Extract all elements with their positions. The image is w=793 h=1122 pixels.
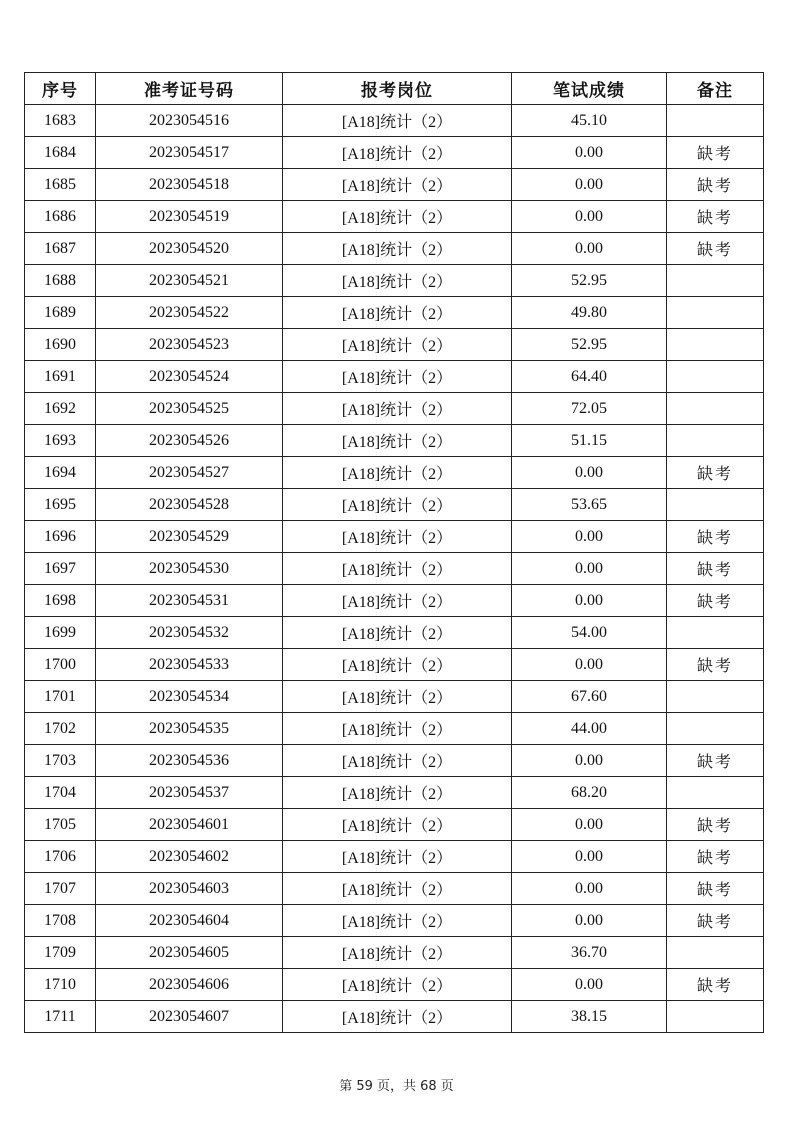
cell-position: [A18]统计（2） [283,873,512,905]
cell-exam-id: 2023054603 [96,873,283,905]
table-row [25,393,764,425]
cell-position: [A18]统计（2） [283,937,512,969]
cell-seq: 1705 [25,809,96,841]
cell-seq: 1711 [25,1001,96,1033]
header-exam-id: 准考证号码 [96,73,283,105]
cell-note: 缺考 [667,841,764,873]
cell-position: [A18]统计（2） [283,169,512,201]
cell-score: 0.00 [512,233,667,265]
cell-seq: 1700 [25,649,96,681]
header-score: 笔试成绩 [512,73,667,105]
cell-score: 52.95 [512,329,667,361]
cell-note [667,265,764,297]
cell-score: 0.00 [512,457,667,489]
cell-note: 缺考 [667,809,764,841]
table-row [25,937,764,969]
cell-seq: 1699 [25,617,96,649]
cell-exam-id: 2023054527 [96,457,283,489]
table-row [25,745,764,777]
cell-seq: 1694 [25,457,96,489]
table-row [25,617,764,649]
table-row [25,201,764,233]
cell-seq: 1696 [25,521,96,553]
cell-exam-id: 2023054535 [96,713,283,745]
table-row [25,329,764,361]
cell-seq: 1708 [25,905,96,937]
table-row [25,681,764,713]
cell-score: 0.00 [512,521,667,553]
cell-note: 缺考 [667,905,764,937]
cell-seq: 1695 [25,489,96,521]
cell-position: [A18]统计（2） [283,457,512,489]
cell-score: 68.20 [512,777,667,809]
cell-exam-id: 2023054534 [96,681,283,713]
cell-score: 0.00 [512,841,667,873]
cell-score: 51.15 [512,425,667,457]
cell-score: 67.60 [512,681,667,713]
cell-exam-id: 2023054526 [96,425,283,457]
cell-position: [A18]统计（2） [283,969,512,1001]
cell-position: [A18]统计（2） [283,297,512,329]
cell-position: [A18]统计（2） [283,905,512,937]
cell-score: 38.15 [512,1001,667,1033]
cell-seq: 1685 [25,169,96,201]
cell-position: [A18]统计（2） [283,265,512,297]
table-row [25,713,764,745]
cell-exam-id: 2023054602 [96,841,283,873]
cell-position: [A18]统计（2） [283,617,512,649]
cell-score: 0.00 [512,905,667,937]
cell-score: 72.05 [512,393,667,425]
header-note: 备注 [667,73,764,105]
cell-score: 0.00 [512,201,667,233]
cell-position: [A18]统计（2） [283,745,512,777]
cell-exam-id: 2023054519 [96,201,283,233]
cell-note: 缺考 [667,745,764,777]
cell-score: 0.00 [512,745,667,777]
cell-exam-id: 2023054532 [96,617,283,649]
cell-note: 缺考 [667,169,764,201]
cell-exam-id: 2023054605 [96,937,283,969]
cell-score: 54.00 [512,617,667,649]
cell-position: [A18]统计（2） [283,713,512,745]
cell-exam-id: 2023054528 [96,489,283,521]
cell-seq: 1703 [25,745,96,777]
cell-seq: 1690 [25,329,96,361]
cell-position: [A18]统计（2） [283,329,512,361]
cell-score: 0.00 [512,553,667,585]
table-row [25,969,764,1001]
table-row [25,585,764,617]
cell-exam-id: 2023054529 [96,521,283,553]
cell-seq: 1701 [25,681,96,713]
cell-seq: 1689 [25,297,96,329]
cell-note [667,937,764,969]
table-row [25,137,764,169]
cell-note: 缺考 [667,553,764,585]
cell-score: 45.10 [512,105,667,137]
cell-note [667,1001,764,1033]
cell-seq: 1709 [25,937,96,969]
table-row [25,809,764,841]
score-table [24,72,764,1033]
table-row [25,425,764,457]
cell-exam-id: 2023054521 [96,265,283,297]
cell-exam-id: 2023054537 [96,777,283,809]
cell-note: 缺考 [667,233,764,265]
cell-seq: 1688 [25,265,96,297]
cell-position: [A18]统计（2） [283,233,512,265]
cell-note: 缺考 [667,201,764,233]
cell-note [667,361,764,393]
cell-note [667,297,764,329]
cell-score: 0.00 [512,585,667,617]
cell-score: 53.65 [512,489,667,521]
cell-note: 缺考 [667,585,764,617]
cell-seq: 1702 [25,713,96,745]
cell-exam-id: 2023054533 [96,649,283,681]
cell-score: 0.00 [512,137,667,169]
cell-seq: 1706 [25,841,96,873]
cell-score: 0.00 [512,649,667,681]
cell-exam-id: 2023054524 [96,361,283,393]
cell-seq: 1687 [25,233,96,265]
table-row [25,1001,764,1033]
cell-position: [A18]统计（2） [283,777,512,809]
cell-note: 缺考 [667,969,764,1001]
cell-note [667,425,764,457]
cell-exam-id: 2023054523 [96,329,283,361]
cell-score: 64.40 [512,361,667,393]
cell-score: 0.00 [512,873,667,905]
table-row [25,649,764,681]
cell-note [667,681,764,713]
cell-position: [A18]统计（2） [283,681,512,713]
cell-exam-id: 2023054606 [96,969,283,1001]
cell-seq: 1698 [25,585,96,617]
cell-position: [A18]统计（2） [283,553,512,585]
cell-score: 44.00 [512,713,667,745]
cell-position: [A18]统计（2） [283,1001,512,1033]
cell-exam-id: 2023054530 [96,553,283,585]
cell-position: [A18]统计（2） [283,585,512,617]
table-row [25,873,764,905]
table-row [25,905,764,937]
cell-position: [A18]统计（2） [283,201,512,233]
cell-seq: 1686 [25,201,96,233]
page-footer: 第 59 页，共 68 页 [339,1079,454,1094]
cell-note: 缺考 [667,649,764,681]
cell-seq: 1697 [25,553,96,585]
cell-note [667,393,764,425]
cell-score: 49.80 [512,297,667,329]
cell-seq: 1704 [25,777,96,809]
table-row [25,841,764,873]
table-row [25,521,764,553]
header-position: 报考岗位 [283,73,512,105]
cell-note [667,489,764,521]
cell-exam-id: 2023054518 [96,169,283,201]
table-row [25,361,764,393]
cell-note: 缺考 [667,873,764,905]
cell-note [667,329,764,361]
cell-position: [A18]统计（2） [283,361,512,393]
cell-seq: 1693 [25,425,96,457]
cell-note [667,713,764,745]
table-row [25,553,764,585]
cell-score: 36.70 [512,937,667,969]
cell-seq: 1683 [25,105,96,137]
cell-position: [A18]统计（2） [283,105,512,137]
cell-exam-id: 2023054520 [96,233,283,265]
header-seq: 序号 [25,73,96,105]
cell-position: [A18]统计（2） [283,649,512,681]
table-row [25,265,764,297]
table-body [25,105,764,1033]
cell-note [667,777,764,809]
cell-seq: 1684 [25,137,96,169]
cell-note: 缺考 [667,457,764,489]
cell-note [667,617,764,649]
cell-note: 缺考 [667,137,764,169]
table-row [25,457,764,489]
table-row [25,233,764,265]
cell-position: [A18]统计（2） [283,521,512,553]
cell-note [667,105,764,137]
cell-exam-id: 2023054601 [96,809,283,841]
cell-exam-id: 2023054607 [96,1001,283,1033]
cell-position: [A18]统计（2） [283,841,512,873]
table-row [25,489,764,521]
cell-exam-id: 2023054604 [96,905,283,937]
cell-score: 52.95 [512,265,667,297]
cell-position: [A18]统计（2） [283,809,512,841]
table-header [25,73,764,105]
cell-position: [A18]统计（2） [283,137,512,169]
header-row [25,73,764,105]
cell-position: [A18]统计（2） [283,425,512,457]
cell-seq: 1692 [25,393,96,425]
table-row [25,777,764,809]
cell-score: 0.00 [512,809,667,841]
cell-exam-id: 2023054531 [96,585,283,617]
cell-position: [A18]统计（2） [283,489,512,521]
table-row [25,169,764,201]
cell-exam-id: 2023054525 [96,393,283,425]
cell-score: 0.00 [512,169,667,201]
cell-seq: 1710 [25,969,96,1001]
cell-exam-id: 2023054516 [96,105,283,137]
cell-exam-id: 2023054517 [96,137,283,169]
cell-seq: 1691 [25,361,96,393]
cell-seq: 1707 [25,873,96,905]
cell-exam-id: 2023054536 [96,745,283,777]
cell-note: 缺考 [667,521,764,553]
cell-exam-id: 2023054522 [96,297,283,329]
table-row [25,297,764,329]
table-row [25,105,764,137]
cell-score: 0.00 [512,969,667,1001]
cell-position: [A18]统计（2） [283,393,512,425]
